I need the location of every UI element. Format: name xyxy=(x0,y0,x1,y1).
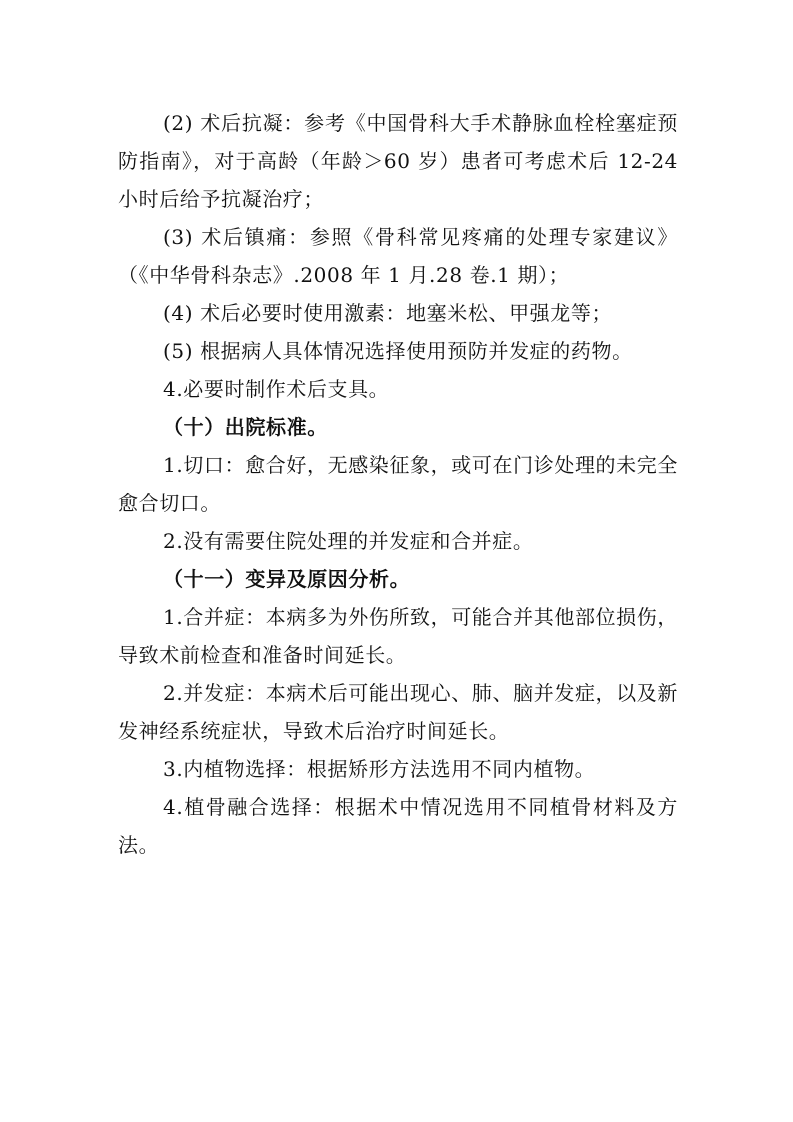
paragraph-postop-anticoagulation: (2) 术后抗凝：参考《中国骨科大手术静脉血栓栓塞症预防指南》，对于高龄（年龄＞60 岁）患者可考虑术后 12-24 小时后给予抗凝治疗； xyxy=(118,111,678,211)
paragraph-bone-graft-selection: 4.植骨融合选择：根据术中情况选用不同植骨材料及方法。 xyxy=(118,795,678,857)
paragraph-complications: 2.并发症：本病术后可能出现心、肺、脑并发症，以及新发神经系统症状，导致术后治疗时间延长。 xyxy=(118,681,678,743)
paragraph-no-complications: 2.没有需要住院处理的并发症和合并症。 xyxy=(163,529,534,553)
paragraph-comorbidity: 1.合并症：本病多为外伤所致，可能合并其他部位损伤，导致术前检查和准备时间延长。 xyxy=(118,605,678,667)
paragraph-postop-hormones: (4) 术后必要时使用激素：地塞米松、甲强龙等； xyxy=(163,301,613,325)
paragraph-postop-analgesia: (3) 术后镇痛：参照《骨科常见疼痛的处理专家建议》（《中华骨科杂志》.2008 年 1 月.28 卷.1 期）； xyxy=(118,225,678,287)
paragraph-incision: 1.切口：愈合好，无感染征象，或可在门诊处理的未完全愈合切口。 xyxy=(118,453,678,515)
paragraph-implant-selection: 3.内植物选择：根据矫形方法选用不同内植物。 xyxy=(163,757,596,781)
section-heading-discharge-criteria: （十）出院标准。 xyxy=(163,415,328,439)
paragraph-postop-brace: 4.必要时制作术后支具。 xyxy=(163,377,390,401)
paragraph-complication-prevention: (5) 根据病人具体情况选择使用预防并发症的药物。 xyxy=(163,339,633,363)
document-body xyxy=(118,104,678,864)
section-heading-variation-analysis: （十一）变异及原因分析。 xyxy=(163,567,411,591)
